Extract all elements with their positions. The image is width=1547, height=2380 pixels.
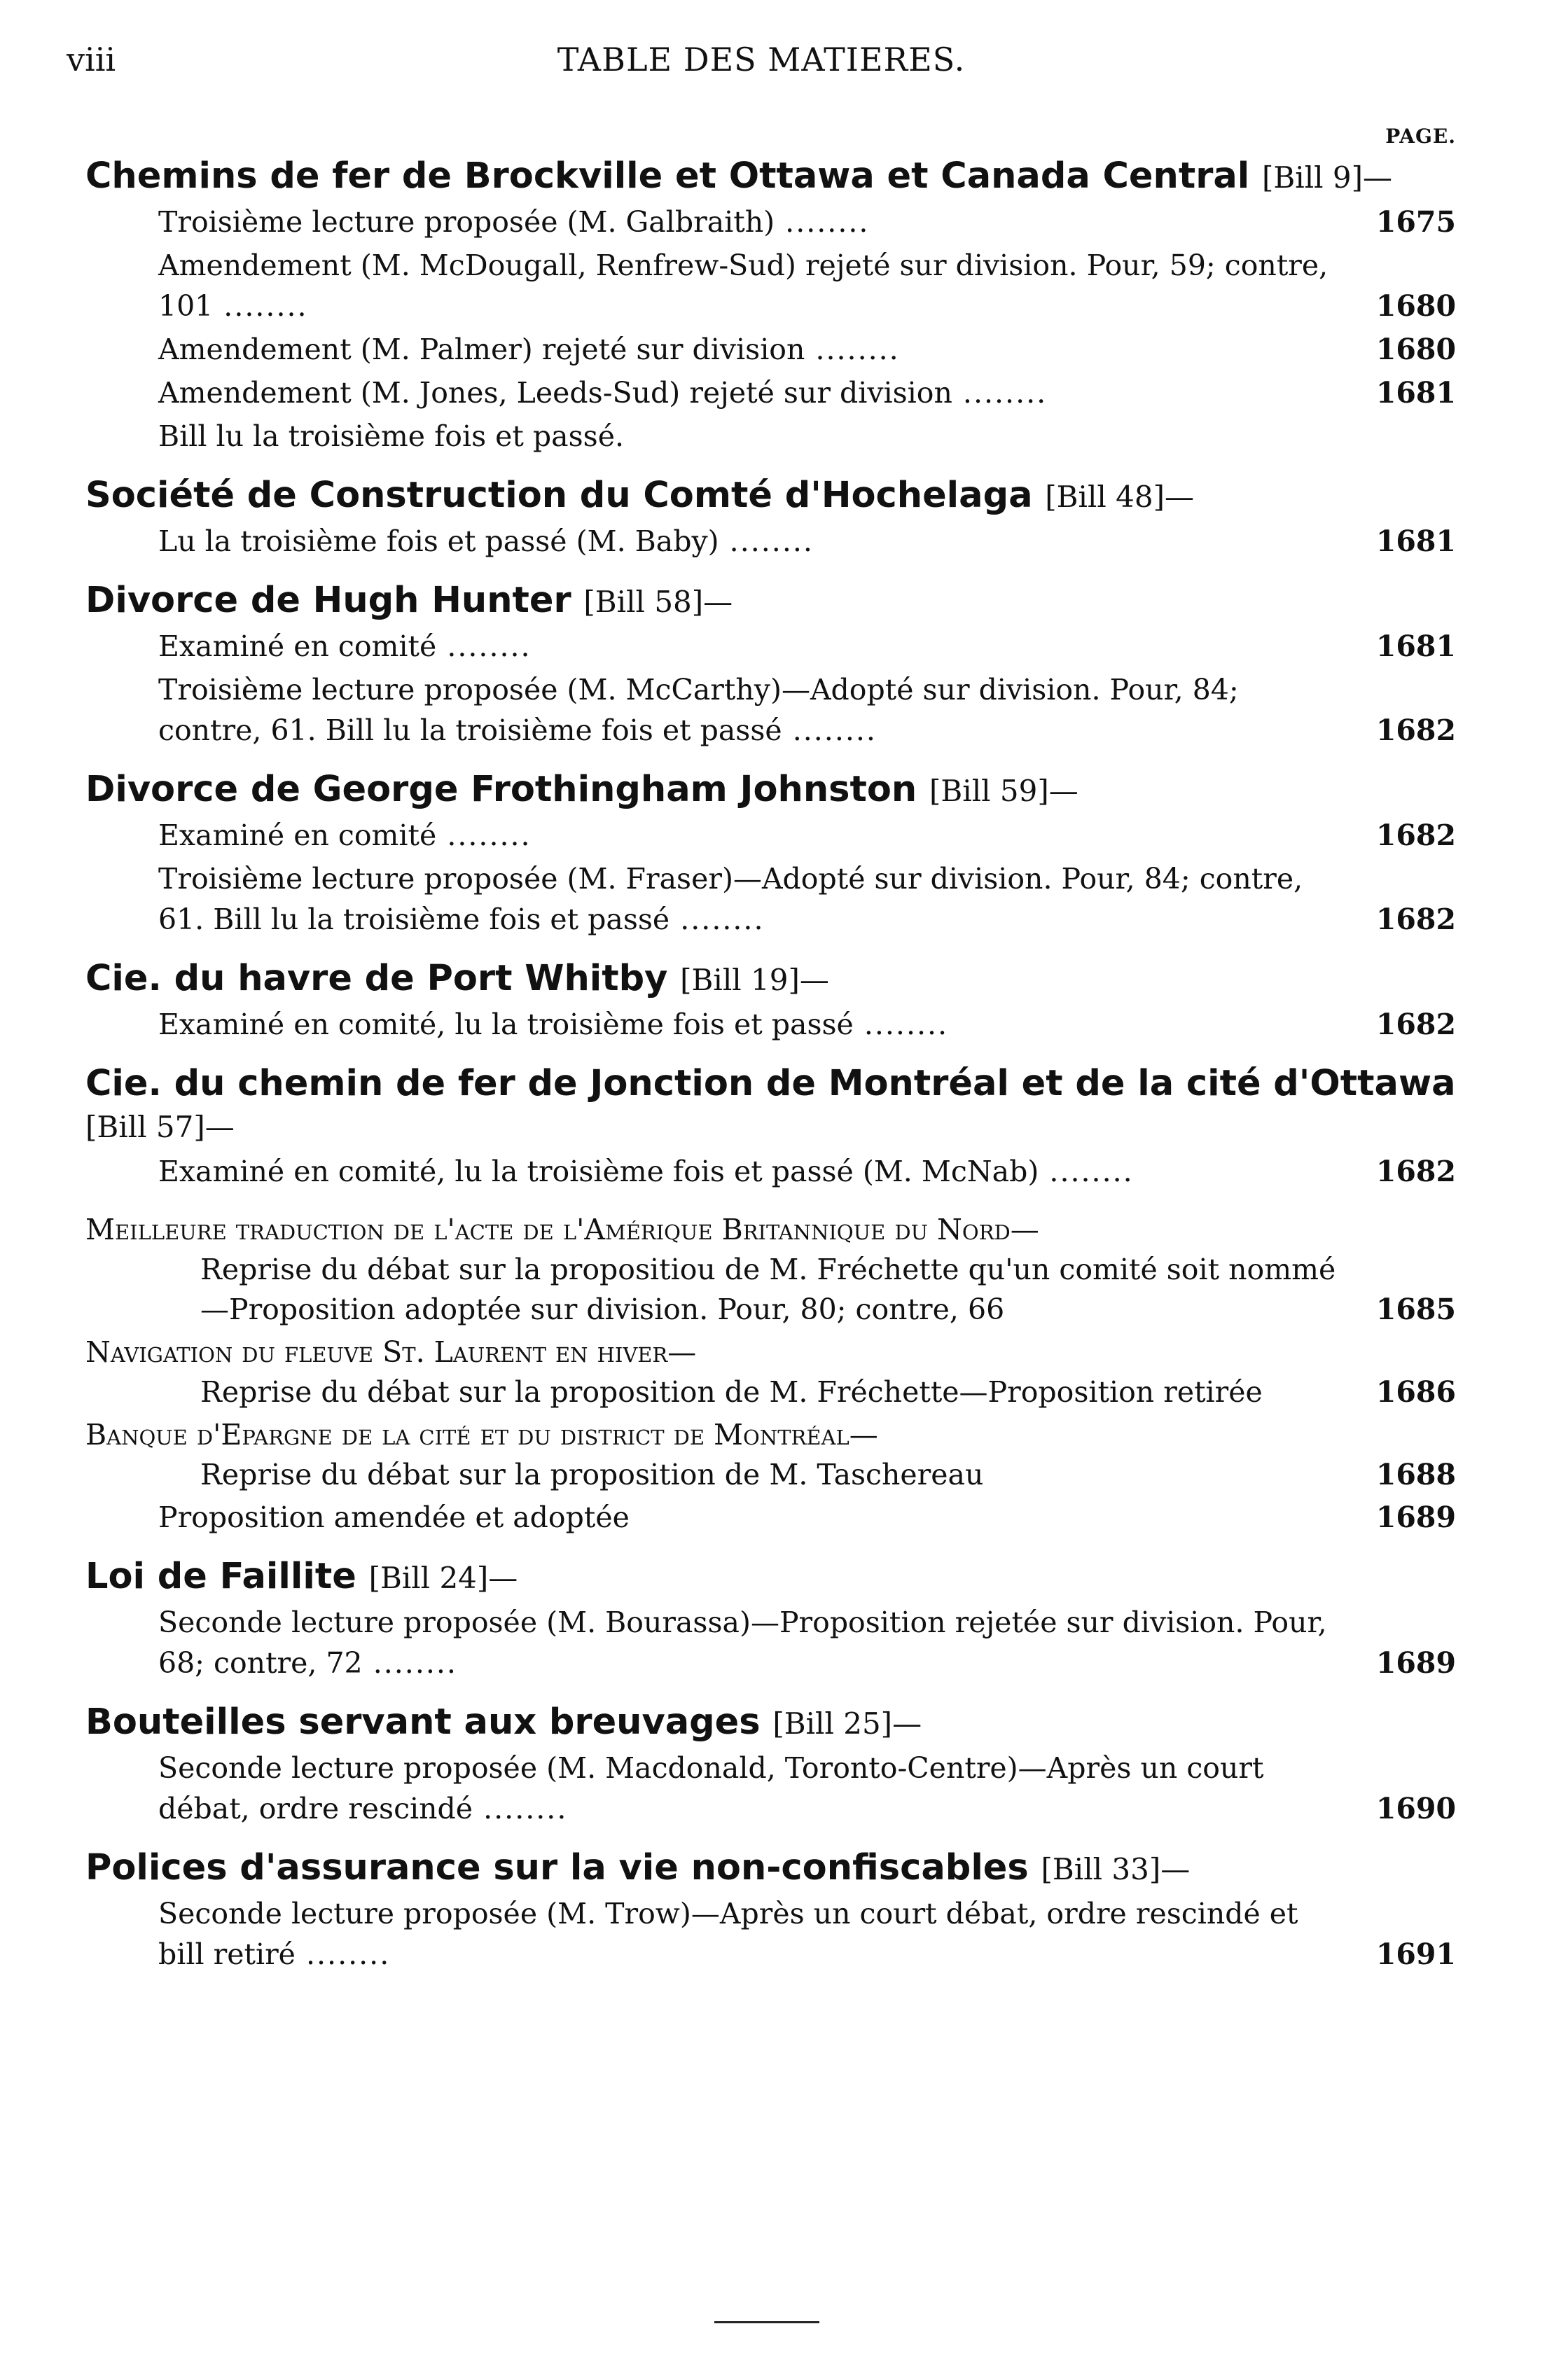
dot-leader: ........ — [295, 1937, 391, 1971]
entry-text: Troisième lecture proposée (M. McCarthy)—Adopté sur division. Pour, 84; contre, 61. Bill lu la troisième fois et passé — [158, 673, 1239, 747]
toc-entry — [85, 626, 1456, 667]
toc-entry — [85, 1748, 1456, 1829]
toc-entry — [85, 416, 1456, 457]
toc-entry — [85, 669, 1456, 751]
table-of-contents — [85, 155, 1456, 1993]
dot-leader: ........ — [670, 903, 765, 936]
toc-entry — [85, 1498, 1456, 1538]
toc-section — [85, 769, 1456, 940]
page-column-label: PAGE. — [1385, 125, 1456, 148]
section-title — [85, 958, 1456, 1001]
section-title-text: Polices d'assurance sur la vie non-confiscables — [85, 1847, 1029, 1888]
entry-page-number: 1682 — [1375, 903, 1456, 936]
bill-reference: [Bill 19]— — [680, 963, 829, 997]
dot-leader: ........ — [775, 205, 870, 239]
entry-page-number: 1686 — [1375, 1375, 1456, 1409]
section-title-text: Divorce de Hugh Hunter — [85, 580, 571, 621]
entry-page-number: 1681 — [1375, 524, 1456, 558]
entry-page-number: 1691 — [1375, 1937, 1456, 1971]
section-title — [85, 155, 1456, 199]
toc-section — [85, 1556, 1456, 1683]
entry-page-number: 1689 — [1375, 1646, 1456, 1680]
running-title: TABLE DES MATIERES. — [557, 41, 966, 78]
toc-entry — [85, 329, 1456, 370]
entry-text: Lu la troisième fois et passé (M. Baby) — [158, 524, 719, 558]
entry-page-number: 1680 — [1375, 333, 1456, 366]
closing-rule — [714, 2321, 819, 2323]
entry-text: Examiné en comité — [158, 819, 437, 852]
toc-section — [85, 1847, 1456, 1975]
entry-text: Reprise du débat sur la propositiou de M. Fréchette qu'un comité soit nommé—Proposition adoptée sur division. Pour, 80; contre, 66 — [200, 1253, 1336, 1326]
entry-page-number: 1682 — [1375, 819, 1456, 852]
section-title — [85, 1063, 1456, 1148]
dot-leader: ........ — [805, 333, 900, 366]
toc-section — [85, 475, 1456, 562]
toc-section — [85, 1063, 1456, 1192]
entry-page-number: 1688 — [1375, 1458, 1456, 1491]
section-title-text: Divorce de George Frothingham Johnston — [85, 769, 917, 810]
entry-page-number: 1682 — [1375, 714, 1456, 747]
toc-entry — [85, 1151, 1456, 1192]
toc-entry — [85, 1210, 1456, 1330]
toc-section-misc — [85, 1210, 1456, 1538]
entry-text: Proposition amendée et adoptée — [158, 1501, 630, 1534]
toc-section — [85, 155, 1456, 457]
entry-text: Seconde lecture proposée (M. Bourassa)—Proposition rejetée sur division. Pour, 68; contre, 72 — [158, 1606, 1327, 1680]
dot-leader: ........ — [436, 819, 532, 852]
entry-page-number: 1682 — [1375, 1155, 1456, 1188]
entry-text: Troisième lecture proposée (M. Galbraith) — [158, 205, 775, 239]
entry-page-number: 1685 — [1375, 1293, 1456, 1326]
entry-page-number: 1682 — [1375, 1008, 1456, 1041]
toc-entry — [85, 1004, 1456, 1045]
dot-leader: ........ — [213, 289, 308, 323]
bill-reference: [Bill 24]— — [368, 1561, 518, 1595]
entry-page-number: 1681 — [1375, 629, 1456, 663]
bill-reference: [Bill 25]— — [772, 1706, 922, 1741]
toc-entry — [85, 858, 1456, 940]
entry-page-number: 1690 — [1375, 1792, 1456, 1825]
entry-text: Examiné en comité, lu la troisième fois et passé — [158, 1008, 854, 1041]
entry-heading: Navigation du fleuve St. Laurent en hiver— — [85, 1335, 697, 1369]
entry-text: Examiné en comité, lu la troisième fois et passé (M. McNab) — [158, 1155, 1039, 1188]
entry-heading: Meilleure traduction de l'acte de l'Amérique Britannique du Nord— — [85, 1213, 1039, 1246]
toc-entry — [85, 1415, 1456, 1495]
section-title-text: Loi de Faillite — [85, 1556, 356, 1597]
dot-leader: ........ — [436, 629, 532, 663]
section-title — [85, 475, 1456, 518]
dot-leader: ........ — [853, 1008, 949, 1041]
bill-reference: [Bill 57]— — [85, 1110, 235, 1144]
toc-entry — [85, 373, 1456, 413]
bill-reference: [Bill 9]— — [1262, 160, 1393, 195]
section-title-text: Bouteilles servant aux breuvages — [85, 1702, 761, 1743]
bill-reference: [Bill 58]— — [583, 585, 733, 619]
bill-reference: [Bill 59]— — [929, 774, 1078, 808]
section-title-text: Chemins de fer de Brockville et Ottawa et Canada Central — [85, 155, 1250, 197]
toc-entry — [85, 245, 1456, 326]
page-number: viii — [67, 41, 116, 78]
entry-text: Troisième lecture proposée (M. Fraser)—Adopté sur division. Pour, 84; contre, 61. Bill lu la troisième fois et passé — [158, 862, 1303, 936]
entry-text: Amendement (M. Jones, Leeds-Sud) rejeté sur division — [158, 376, 952, 410]
section-title-text: Cie. du chemin de fer de Jonction de Montréal et de la cité d'Ottawa — [85, 1063, 1456, 1104]
dot-leader: ........ — [473, 1792, 568, 1825]
section-title — [85, 1556, 1456, 1599]
dot-leader: ........ — [1039, 1155, 1134, 1188]
entry-text: Examiné en comité — [158, 629, 437, 663]
entry-text: Amendement (M. McDougall, Renfrew-Sud) rejeté sur division. Pour, 59; contre, 101 — [158, 249, 1329, 323]
entry-text: Seconde lecture proposée (M. Trow)—Après un court débat, ordre rescindé et bill retiré — [158, 1897, 1298, 1971]
toc-section — [85, 1702, 1456, 1829]
dot-leader: ........ — [719, 524, 814, 558]
dot-leader: ........ — [782, 714, 877, 747]
section-title-text: Société de Construction du Comté d'Hochelaga — [85, 475, 1033, 516]
entry-page-number: 1681 — [1375, 376, 1456, 410]
section-title — [85, 1847, 1456, 1891]
entry-page-number: 1689 — [1375, 1501, 1456, 1534]
section-title — [85, 1702, 1456, 1745]
entry-text: Bill lu la troisième fois et passé. — [158, 419, 624, 453]
page-header — [67, 41, 1456, 97]
entry-page-number: 1675 — [1375, 205, 1456, 239]
toc-entry — [85, 202, 1456, 242]
toc-entry — [85, 1602, 1456, 1683]
toc-entry — [85, 521, 1456, 562]
entry-text: Amendement (M. Palmer) rejeté sur division — [158, 333, 805, 366]
entry-heading: Banque d'Epargne de la cité et du district de Montréal— — [85, 1418, 878, 1452]
dot-leader: ........ — [362, 1646, 457, 1680]
entry-text: Reprise du débat sur la proposition de M. Fréchette—Proposition retirée — [200, 1375, 1263, 1409]
toc-entry — [85, 1332, 1456, 1412]
section-title — [85, 769, 1456, 812]
entry-text: Seconde lecture proposée (M. Macdonald, Toronto-Centre)—Après un court débat, ordre rescindé — [158, 1751, 1264, 1825]
toc-section — [85, 958, 1456, 1045]
entry-page-number: 1680 — [1375, 289, 1456, 323]
entry-text: Reprise du débat sur la proposition de M. Taschereau — [200, 1458, 984, 1491]
dot-leader: ........ — [952, 376, 1048, 410]
bill-reference: [Bill 33]— — [1041, 1852, 1191, 1886]
section-title-text: Cie. du havre de Port Whitby — [85, 958, 668, 999]
section-title — [85, 580, 1456, 623]
bill-reference: [Bill 48]— — [1045, 480, 1194, 514]
toc-entry — [85, 1893, 1456, 1975]
toc-section — [85, 580, 1456, 751]
toc-entry — [85, 815, 1456, 856]
